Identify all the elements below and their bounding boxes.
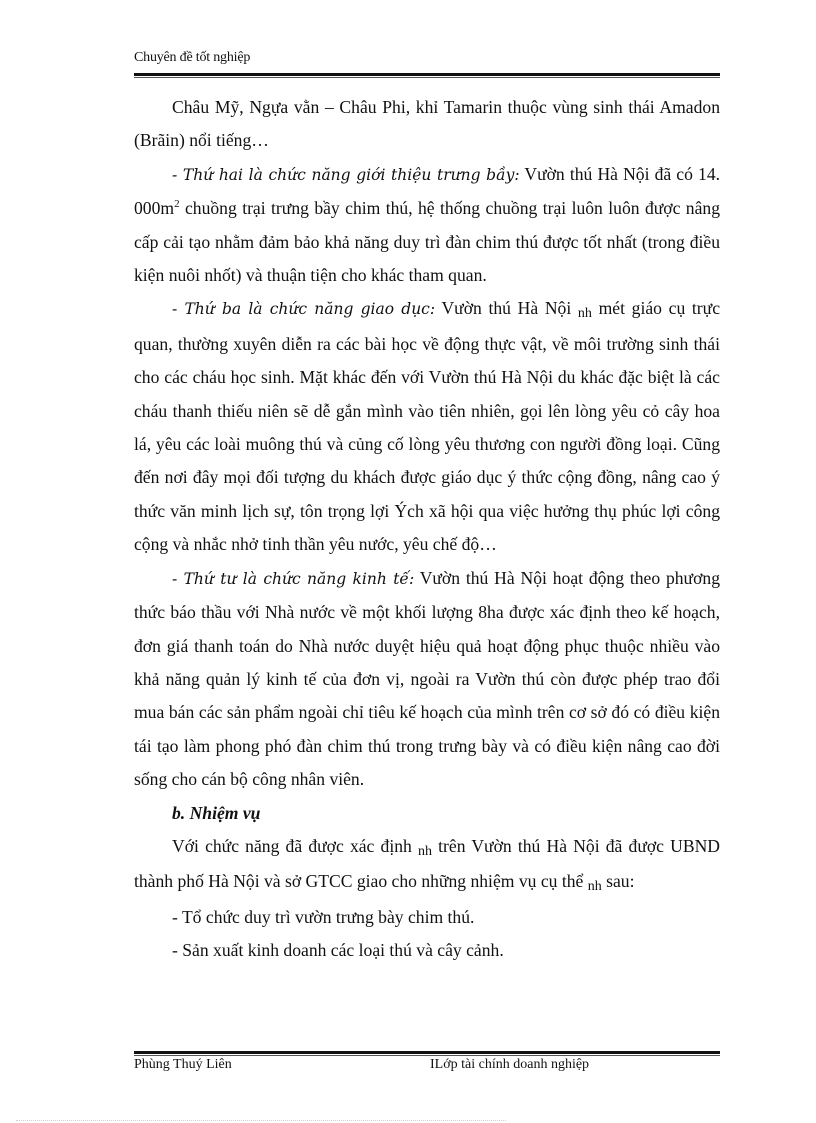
footer-class xyxy=(430,1057,589,1073)
paragraph-text: Vườn thú Hà Nội đã có 14. 000m xyxy=(134,163,721,219)
paragraph-text: chuồng trại trưng bầy chim thú, hệ thống chuồng trại luôn luôn được nâng cấp cải tạo nhằm đảm bảo khả năng duy trì đàn chim thú được tốt nhất (trong điều kiện nuôi nhốt) và thuận tiện cho khác tham quan. xyxy=(134,198,720,286)
body-text xyxy=(134,91,720,968)
paragraph-display-function xyxy=(134,158,720,293)
footer-author: Phùng Thuý Liên xyxy=(134,1057,232,1072)
paragraph-text: mét giáo cụ trực quan, thường xuyên diễn ra các bài học về động thực vật, về môi trường sinh thái cho các cháu học sinh. Mặt khác đến với Vườn thú Hà Nội du khác đặc biệt là các cháu thanh thiếu niên sẽ dễ gắn mình vào tiên nhiên, gọi lên lòng yêu cỏ cây hoa lá, yêu các loài muông thú và củng cố lòng yêu thương con người đồng loại. Cũng đến nơi đây mọi đối tượng du khách được giáo dục ý thức cộng đồng, nâng cao ý thức văn minh lịch sự, tôn trọng lợi Ých xã hội qua việc hưởng thụ phúc lợi công cộng và nhắc nhở tinh thần yêu nước, yêu chế độ… xyxy=(134,298,721,555)
footer-class-prefix: I xyxy=(430,1057,435,1072)
paragraph-economic-function xyxy=(134,562,720,797)
paragraph-lead: - Thứ hai là chức năng giới thiệu trưng bầy: xyxy=(172,165,520,184)
list-item: - Sản xuất kinh doanh các loại thú và cây cảnh. xyxy=(172,940,504,961)
header-title: Chuyên đề tốt nghiệp xyxy=(134,50,251,65)
paragraph-duties xyxy=(134,830,720,901)
superscript: 2 xyxy=(174,198,180,211)
inline-fragment: nh xyxy=(577,306,592,322)
paragraph-continuation xyxy=(134,91,720,158)
section-heading: b. Nhiệm vụ xyxy=(172,802,261,823)
footer-rule xyxy=(134,1051,720,1056)
paragraph-text: sau: xyxy=(601,871,635,892)
paragraph-text: Châu Mỹ, Ngựa vằn – Châu Phi, khỉ Tamarin thuộc vùng sinh thái Amadon (Brãin) nổi tiếng… xyxy=(134,97,720,151)
paragraph-lead: - Thứ tư là chức năng kinh tế: xyxy=(172,569,415,588)
paragraph-text: Với chức năng đã được xác định xyxy=(172,835,418,856)
inline-fragment: nh xyxy=(587,879,602,895)
paragraph-education-function xyxy=(134,292,720,561)
footer-class-label: Lớp tài chính doanh nghiệp xyxy=(434,1057,590,1072)
paragraph-text: Vườn thú Hà Nội xyxy=(435,298,578,319)
page-boundary xyxy=(16,1120,506,1122)
paragraph-lead: - Thứ ba là chức năng giao dục: xyxy=(172,300,436,319)
header-rule xyxy=(134,73,720,78)
list-item: - Tổ chức duy trì vườn trưng bày chim thú. xyxy=(172,906,475,927)
paragraph-text: trên Vườn thú Hà Nội đã được UBND thành phố Hà Nội và sở GTCC giao cho những nhiệm vụ cụ thể xyxy=(134,835,720,892)
paragraph-text: Vườn thú Hà Nội hoạt động theo phương thức báo thầu với Nhà nước về một khối lượng 8ha được xác định theo kế hoạch, đơn giá thanh toán do Nhà nước duyệt hiệu quả hoạt động phục thuộc nhiều vào khả năng quản lý kinh tế của đơn vị, ngoài ra Vườn thú còn được phép trao đổi mua bán các sản phẩm ngoài chỉ tiêu kế hoạch của mình trên cơ sở đó có điều kiện tái tạo làm phong phó đàn chim thú trong trưng bày và có điều kiện nâng cao đời sống cho cán bộ công nhân viên. xyxy=(134,567,720,790)
inline-fragment: nh xyxy=(417,843,432,859)
